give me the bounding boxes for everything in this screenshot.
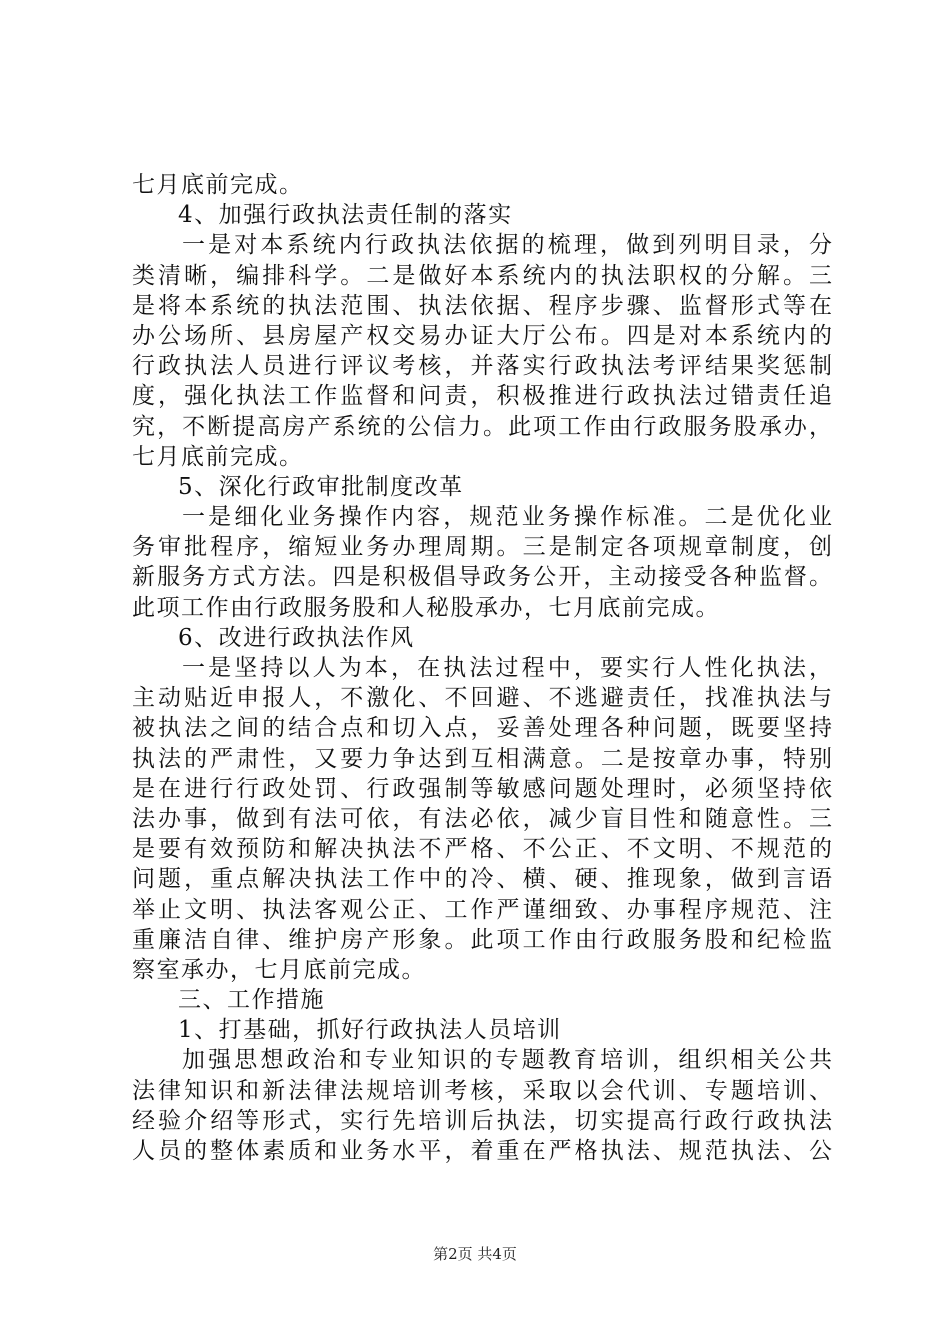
text-line: 法律知识和新法律法规培训考核，采取以会代训、专题培训、 bbox=[132, 1077, 832, 1104]
text-line: 是在进行行政处罚、行政强制等敏感问题处理时，必须坚持依 bbox=[132, 775, 832, 802]
text-line: 执法的严肃性，又要力争达到互相满意。二是按章办事，特别 bbox=[132, 745, 832, 772]
text-line: 是要有效预防和解决执法不严格、不公正、不文明、不规范的 bbox=[132, 836, 832, 863]
text-line: 七月底前完成。 bbox=[132, 172, 304, 198]
text-line: 人员的整体素质和业务水平，着重在严格执法、规范执法、公 bbox=[132, 1138, 832, 1164]
text-line: 类清晰，编排科学。二是做好本系统内的执法职权的分解。三 bbox=[132, 262, 832, 289]
page-footer: 第2页 共4页 bbox=[433, 1245, 517, 1263]
text-line: 一是坚持以人为本，在执法过程中，要实行人性化执法， bbox=[182, 655, 832, 681]
text-line: 究，不断提高房产系统的公信力。此项工作由行政服务股承办， bbox=[132, 413, 832, 440]
text-line: 办公场所、县房屋产权交易办证大厅公布。四是对本系统内的 bbox=[132, 322, 832, 349]
text-line: 1、打基础，抓好行政执法人员培训 bbox=[178, 1017, 562, 1044]
document-body bbox=[132, 170, 832, 1166]
text-line: 务审批程序，缩短业务办理周期。三是制定各项规章制度，创 bbox=[132, 534, 832, 561]
text-line: 一是对本系统内行政执法依据的梳理，做到列明目录，分 bbox=[182, 232, 832, 259]
text-line: 三、工作措施 bbox=[178, 987, 325, 1014]
text-line: 行政执法人员进行评议考核，并落实行政执法考评结果奖惩制 bbox=[132, 353, 832, 380]
text-line: 察室承办，七月底前完成。 bbox=[132, 956, 426, 983]
text-line: 是将本系统的执法范围、执法依据、程序步骤、监督形式等在 bbox=[132, 292, 832, 319]
text-line: 七月底前完成。 bbox=[132, 443, 304, 470]
text-line: 新服务方式方法。四是积极倡导政务公开，主动接受各种监督。 bbox=[132, 564, 832, 591]
text-line: 6、改进行政执法作风 bbox=[178, 624, 415, 651]
text-line: 法办事，做到有法可依，有法必依，减少盲目性和随意性。三 bbox=[132, 805, 832, 832]
text-line: 问题，重点解决执法工作中的冷、横、硬、推现象，做到言语 bbox=[132, 866, 832, 893]
text-line: 主动贴近申报人，不激化、不回避、不逃避责任，找准执法与 bbox=[132, 685, 832, 712]
text-line: 加强思想政治和专业知识的专题教育培训，组织相关公共 bbox=[182, 1047, 832, 1074]
text-line: 4、加强行政执法责任制的落实 bbox=[178, 202, 513, 229]
text-line: 度，强化执法工作监督和问责，积极推进行政执法过错责任追 bbox=[132, 383, 832, 410]
text-line: 经验介绍等形式，实行先培训后执法，切实提高行政行政执法 bbox=[132, 1107, 832, 1134]
text-line: 5、深化行政审批制度改革 bbox=[178, 473, 464, 500]
text-line: 一是细化业务操作内容，规范业务操作标准。二是优化业 bbox=[182, 504, 832, 531]
text-line: 举止文明、执法客观公正、工作严谨细致、办事程序规范、注 bbox=[132, 896, 832, 923]
text-line: 被执法之间的结合点和切入点，妥善处理各种问题，既要坚持 bbox=[132, 715, 832, 742]
text-line: 此项工作由行政服务股和人秘股承办，七月底前完成。 bbox=[132, 594, 720, 621]
text-line: 重廉洁自律、维护房产形象。此项工作由行政服务股和纪检监 bbox=[132, 926, 832, 953]
